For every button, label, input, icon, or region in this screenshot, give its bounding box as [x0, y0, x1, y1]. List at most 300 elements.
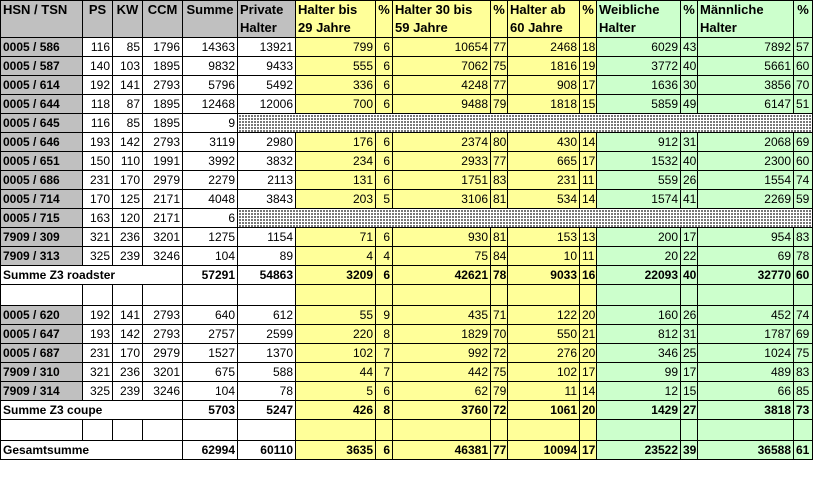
cell-pct-weiblich: 43 — [681, 38, 698, 57]
cell-maennliche: 5661 — [698, 57, 794, 76]
cell-ccm: 3201 — [143, 363, 183, 382]
cell-maennliche: 1787 — [698, 325, 794, 344]
cell-pct-60: 14 — [580, 382, 597, 401]
cell-ccm: 1991 — [143, 152, 183, 171]
cell-summe: 2279 — [183, 171, 238, 190]
spacer-cell — [238, 420, 296, 441]
cell-maennliche: 66 — [698, 382, 794, 401]
cell-halter-29: 336 — [296, 76, 376, 95]
cell-pct-60: 14 — [580, 133, 597, 152]
col-pct-maennlich: % — [794, 1, 813, 38]
spacer-cell — [580, 420, 597, 441]
cell-pct-30-59: 71 — [491, 306, 508, 325]
cell-kw: 110 — [113, 152, 143, 171]
cell-weibliche: 1636 — [597, 76, 681, 95]
cell-pct-weiblich: 40 — [681, 152, 698, 171]
cell-weibliche: 5859 — [597, 95, 681, 114]
cell-private-halter: 1154 — [238, 228, 296, 247]
cell-summe: 5796 — [183, 76, 238, 95]
cell-pct-29: 6 — [376, 228, 393, 247]
cell-halter-60: 1818 — [508, 95, 580, 114]
cell-pct-29: 7 — [376, 344, 393, 363]
cell-halter-60: 11 — [508, 382, 580, 401]
cell-halter-60: 534 — [508, 190, 580, 209]
table-row — [1, 382, 813, 401]
cell-pct-30-59: 77 — [491, 441, 508, 460]
cell-pct-29: 9 — [376, 306, 393, 325]
cell-kw: 236 — [113, 228, 143, 247]
cell-ps: 321 — [83, 228, 113, 247]
col-pct-60: % — [580, 1, 597, 38]
spacer-cell — [1, 420, 83, 441]
cell-halter-30-59: 10654 — [393, 38, 491, 57]
col-pct-weiblich: % — [681, 1, 698, 38]
cell-ps: 170 — [83, 190, 113, 209]
cell-pct-29: 6 — [376, 382, 393, 401]
cell-halter-60: 1816 — [508, 57, 580, 76]
cell-pct-weiblich: 40 — [681, 266, 698, 285]
spacer-cell — [794, 420, 813, 441]
cell-halter-29: 44 — [296, 363, 376, 382]
cell-pct-weiblich: 40 — [681, 57, 698, 76]
cell-pct-weiblich: 26 — [681, 171, 698, 190]
cell-halter-29: 3635 — [296, 441, 376, 460]
row-hsn-tsn: 0005 / 586 — [1, 38, 83, 57]
cell-halter-60: 430 — [508, 133, 580, 152]
cell-pct-29: 6 — [376, 441, 393, 460]
cell-pct-30-59: 77 — [491, 76, 508, 95]
table-body — [1, 38, 813, 460]
cell-pct-30-59: 84 — [491, 247, 508, 266]
cell-no-data — [238, 114, 813, 133]
cell-halter-30-59: 42621 — [393, 266, 491, 285]
cell-summe: 62994 — [183, 441, 238, 460]
cell-halter-60: 153 — [508, 228, 580, 247]
cell-pct-weiblich: 39 — [681, 441, 698, 460]
cell-halter-30-59: 3106 — [393, 190, 491, 209]
cell-summe: 2757 — [183, 325, 238, 344]
col-halter-60: Halter ab 60 Jahre — [508, 1, 580, 38]
cell-halter-60: 122 — [508, 306, 580, 325]
header-row — [1, 1, 813, 38]
cell-pct-weiblich: 17 — [681, 228, 698, 247]
cell-summe: 12468 — [183, 95, 238, 114]
cell-maennliche: 489 — [698, 363, 794, 382]
cell-summe: 675 — [183, 363, 238, 382]
cell-private-halter: 588 — [238, 363, 296, 382]
table-row — [1, 57, 813, 76]
cell-ps: 325 — [83, 247, 113, 266]
cell-halter-30-59: 7062 — [393, 57, 491, 76]
cell-kw: 120 — [113, 209, 143, 228]
cell-halter-29: 71 — [296, 228, 376, 247]
cell-pct-60: 15 — [580, 95, 597, 114]
cell-weibliche: 23522 — [597, 441, 681, 460]
cell-kw: 85 — [113, 38, 143, 57]
cell-weibliche: 160 — [597, 306, 681, 325]
cell-halter-60: 2468 — [508, 38, 580, 57]
table-row — [1, 76, 813, 95]
cell-ps: 192 — [83, 306, 113, 325]
cell-pct-29: 6 — [376, 266, 393, 285]
cell-halter-29: 5 — [296, 382, 376, 401]
cell-halter-60: 665 — [508, 152, 580, 171]
cell-ps: 321 — [83, 363, 113, 382]
cell-maennliche: 1024 — [698, 344, 794, 363]
cell-pct-30-59: 81 — [491, 190, 508, 209]
cell-private-halter: 13921 — [238, 38, 296, 57]
cell-halter-30-59: 435 — [393, 306, 491, 325]
spacer-cell — [143, 285, 183, 306]
cell-halter-30-59: 4248 — [393, 76, 491, 95]
cell-halter-60: 10 — [508, 247, 580, 266]
cell-kw: 239 — [113, 382, 143, 401]
cell-halter-30-59: 1829 — [393, 325, 491, 344]
spacer-cell — [681, 420, 698, 441]
cell-maennliche: 2068 — [698, 133, 794, 152]
cell-halter-29: 55 — [296, 306, 376, 325]
cell-pct-maennlich: 78 — [794, 247, 813, 266]
cell-pct-60: 13 — [580, 228, 597, 247]
cell-private-halter: 1370 — [238, 344, 296, 363]
summary-row — [1, 401, 813, 420]
cell-pct-29: 8 — [376, 401, 393, 420]
col-pct-29: % — [376, 1, 393, 38]
table-row — [1, 209, 813, 228]
spacer-cell — [698, 285, 794, 306]
row-hsn-tsn: 0005 / 647 — [1, 325, 83, 344]
cell-halter-29: 102 — [296, 344, 376, 363]
cell-ccm: 1895 — [143, 95, 183, 114]
cell-halter-29: 3209 — [296, 266, 376, 285]
spacer-cell — [794, 285, 813, 306]
cell-ps: 150 — [83, 152, 113, 171]
cell-private-halter: 2980 — [238, 133, 296, 152]
cell-pct-30-59: 77 — [491, 38, 508, 57]
cell-pct-30-59: 72 — [491, 344, 508, 363]
cell-ps: 325 — [83, 382, 113, 401]
spacer-cell — [143, 420, 183, 441]
cell-ps: 116 — [83, 114, 113, 133]
cell-pct-weiblich: 15 — [681, 382, 698, 401]
cell-pct-30-59: 75 — [491, 57, 508, 76]
row-hsn-tsn: 0005 / 620 — [1, 306, 83, 325]
cell-pct-weiblich: 27 — [681, 401, 698, 420]
cell-weibliche: 1429 — [597, 401, 681, 420]
cell-pct-30-59: 72 — [491, 401, 508, 420]
spacer-cell — [183, 420, 238, 441]
cell-maennliche: 3818 — [698, 401, 794, 420]
spacer-cell — [698, 420, 794, 441]
col-halter-29: Halter bis 29 Jahre — [296, 1, 376, 38]
cell-pct-maennlich: 60 — [794, 57, 813, 76]
cell-kw: 142 — [113, 325, 143, 344]
cell-ps: 193 — [83, 325, 113, 344]
cell-kw: 125 — [113, 190, 143, 209]
cell-halter-29: 203 — [296, 190, 376, 209]
table-row — [1, 247, 813, 266]
row-hsn-tsn: 0005 / 714 — [1, 190, 83, 209]
cell-summe: 1527 — [183, 344, 238, 363]
cell-weibliche: 6029 — [597, 38, 681, 57]
cell-pct-maennlich: 59 — [794, 190, 813, 209]
cell-ccm: 1895 — [143, 114, 183, 133]
cell-kw: 236 — [113, 363, 143, 382]
spacer-cell — [296, 420, 376, 441]
cell-pct-29: 6 — [376, 76, 393, 95]
cell-pct-29: 6 — [376, 152, 393, 171]
cell-pct-maennlich: 83 — [794, 228, 813, 247]
cell-halter-30-59: 46381 — [393, 441, 491, 460]
cell-halter-29: 176 — [296, 133, 376, 152]
cell-ps: 116 — [83, 38, 113, 57]
cell-ccm: 2793 — [143, 306, 183, 325]
cell-halter-30-59: 930 — [393, 228, 491, 247]
cell-ccm: 1895 — [143, 57, 183, 76]
table-row — [1, 114, 813, 133]
cell-pct-weiblich: 31 — [681, 325, 698, 344]
cell-pct-29: 6 — [376, 95, 393, 114]
cell-summe: 1275 — [183, 228, 238, 247]
cell-summe: 104 — [183, 382, 238, 401]
table-row — [1, 152, 813, 171]
cell-ps: 118 — [83, 95, 113, 114]
cell-weibliche: 912 — [597, 133, 681, 152]
cell-summe: 104 — [183, 247, 238, 266]
cell-kw: 103 — [113, 57, 143, 76]
cell-pct-weiblich: 25 — [681, 344, 698, 363]
cell-weibliche: 22093 — [597, 266, 681, 285]
spacer-cell — [1, 285, 83, 306]
cell-halter-60: 276 — [508, 344, 580, 363]
cell-ccm: 3246 — [143, 247, 183, 266]
cell-pct-weiblich: 41 — [681, 190, 698, 209]
cell-pct-60: 20 — [580, 401, 597, 420]
cell-halter-60: 10094 — [508, 441, 580, 460]
cell-pct-30-59: 77 — [491, 152, 508, 171]
spacer-cell — [83, 420, 113, 441]
cell-private-halter: 60110 — [238, 441, 296, 460]
cell-pct-maennlich: 69 — [794, 133, 813, 152]
row-hsn-tsn: 0005 / 646 — [1, 133, 83, 152]
spacer-cell — [113, 420, 143, 441]
cell-halter-30-59: 442 — [393, 363, 491, 382]
cell-pct-60: 20 — [580, 344, 597, 363]
spacer-row — [1, 285, 813, 306]
cell-summe: 3992 — [183, 152, 238, 171]
cell-pct-60: 11 — [580, 247, 597, 266]
table-row — [1, 306, 813, 325]
row-hsn-tsn: 0005 / 614 — [1, 76, 83, 95]
cell-pct-maennlich: 51 — [794, 95, 813, 114]
cell-weibliche: 559 — [597, 171, 681, 190]
cell-halter-60: 1061 — [508, 401, 580, 420]
spacer-cell — [296, 285, 376, 306]
cell-maennliche: 32770 — [698, 266, 794, 285]
cell-ccm: 2793 — [143, 76, 183, 95]
cell-maennliche: 1554 — [698, 171, 794, 190]
cell-maennliche: 6147 — [698, 95, 794, 114]
cell-halter-30-59: 3760 — [393, 401, 491, 420]
cell-kw: 141 — [113, 306, 143, 325]
cell-pct-29: 6 — [376, 38, 393, 57]
cell-halter-29: 799 — [296, 38, 376, 57]
cell-pct-30-59: 78 — [491, 266, 508, 285]
cell-halter-29: 220 — [296, 325, 376, 344]
cell-halter-30-59: 1751 — [393, 171, 491, 190]
cell-kw: 85 — [113, 114, 143, 133]
row-hsn-tsn: 0005 / 587 — [1, 57, 83, 76]
cell-private-halter: 12006 — [238, 95, 296, 114]
table-row — [1, 95, 813, 114]
cell-halter-60: 9033 — [508, 266, 580, 285]
cell-weibliche: 346 — [597, 344, 681, 363]
cell-summe: 4048 — [183, 190, 238, 209]
cell-pct-60: 20 — [580, 306, 597, 325]
cell-kw: 239 — [113, 247, 143, 266]
cell-kw: 87 — [113, 95, 143, 114]
cell-pct-maennlich: 60 — [794, 266, 813, 285]
cell-pct-29: 5 — [376, 190, 393, 209]
cell-maennliche: 2300 — [698, 152, 794, 171]
spacer-cell — [238, 285, 296, 306]
spacer-cell — [681, 285, 698, 306]
cell-private-halter: 5247 — [238, 401, 296, 420]
cell-pct-60: 17 — [580, 441, 597, 460]
cell-maennliche: 36588 — [698, 441, 794, 460]
cell-pct-30-59: 75 — [491, 363, 508, 382]
cell-pct-30-59: 79 — [491, 382, 508, 401]
cell-weibliche: 12 — [597, 382, 681, 401]
cell-pct-weiblich: 30 — [681, 76, 698, 95]
spacer-row — [1, 420, 813, 441]
cell-weibliche: 20 — [597, 247, 681, 266]
row-hsn-tsn: 0005 / 686 — [1, 171, 83, 190]
cell-ccm: 2793 — [143, 133, 183, 152]
col-private-halter: Private Halter — [238, 1, 296, 38]
cell-summe: 640 — [183, 306, 238, 325]
cell-ccm: 3246 — [143, 382, 183, 401]
table-row — [1, 363, 813, 382]
spacer-cell — [508, 285, 580, 306]
cell-ccm: 2979 — [143, 344, 183, 363]
cell-pct-29: 7 — [376, 363, 393, 382]
cell-private-halter: 2599 — [238, 325, 296, 344]
cell-halter-29: 234 — [296, 152, 376, 171]
cell-ccm: 2979 — [143, 171, 183, 190]
cell-pct-maennlich: 85 — [794, 382, 813, 401]
cell-ccm: 1796 — [143, 38, 183, 57]
cell-halter-60: 231 — [508, 171, 580, 190]
cell-pct-maennlich: 69 — [794, 325, 813, 344]
row-hsn-tsn: 7909 / 309 — [1, 228, 83, 247]
cell-halter-30-59: 62 — [393, 382, 491, 401]
spacer-cell — [393, 285, 491, 306]
table-row — [1, 133, 813, 152]
cell-maennliche: 3856 — [698, 76, 794, 95]
cell-pct-60: 17 — [580, 152, 597, 171]
cell-summe: 9832 — [183, 57, 238, 76]
col-pct-30-59: % — [491, 1, 508, 38]
cell-pct-weiblich: 31 — [681, 133, 698, 152]
cell-pct-maennlich: 74 — [794, 171, 813, 190]
table-row — [1, 228, 813, 247]
cell-no-data — [238, 209, 813, 228]
cell-pct-29: 6 — [376, 133, 393, 152]
cell-summe: 9 — [183, 114, 238, 133]
cell-ccm: 2793 — [143, 325, 183, 344]
cell-halter-30-59: 2933 — [393, 152, 491, 171]
cell-pct-30-59: 81 — [491, 228, 508, 247]
table-row — [1, 38, 813, 57]
cell-ps: 140 — [83, 57, 113, 76]
cell-ps: 193 — [83, 133, 113, 152]
cell-pct-weiblich: 17 — [681, 363, 698, 382]
cell-pct-maennlich: 57 — [794, 38, 813, 57]
cell-private-halter: 54863 — [238, 266, 296, 285]
spacer-cell — [597, 420, 681, 441]
cell-pct-60: 11 — [580, 171, 597, 190]
cell-pct-60: 18 — [580, 38, 597, 57]
row-hsn-tsn: 0005 / 651 — [1, 152, 83, 171]
cell-pct-60: 19 — [580, 57, 597, 76]
row-hsn-tsn: 0005 / 687 — [1, 344, 83, 363]
cell-weibliche: 200 — [597, 228, 681, 247]
cell-summe: 3119 — [183, 133, 238, 152]
cell-pct-30-59: 83 — [491, 171, 508, 190]
cell-private-halter: 9433 — [238, 57, 296, 76]
row-hsn-tsn: 7909 / 310 — [1, 363, 83, 382]
cell-pct-maennlich: 73 — [794, 401, 813, 420]
cell-summe: 14363 — [183, 38, 238, 57]
cell-pct-maennlich: 61 — [794, 441, 813, 460]
cell-ccm: 2171 — [143, 209, 183, 228]
summary-label: Gesamtsumme — [1, 441, 183, 460]
cell-pct-30-59: 70 — [491, 325, 508, 344]
cell-halter-30-59: 992 — [393, 344, 491, 363]
cell-kw: 170 — [113, 344, 143, 363]
cell-weibliche: 3772 — [597, 57, 681, 76]
cell-private-halter: 78 — [238, 382, 296, 401]
cell-halter-29: 4 — [296, 247, 376, 266]
spacer-cell — [491, 420, 508, 441]
cell-pct-30-59: 79 — [491, 95, 508, 114]
cell-pct-maennlich: 75 — [794, 344, 813, 363]
cell-pct-60: 17 — [580, 363, 597, 382]
table-row — [1, 325, 813, 344]
cell-pct-60: 14 — [580, 190, 597, 209]
cell-maennliche: 954 — [698, 228, 794, 247]
cell-private-halter: 3832 — [238, 152, 296, 171]
spacer-cell — [393, 420, 491, 441]
cell-kw: 141 — [113, 76, 143, 95]
col-halter-30-59: Halter 30 bis 59 Jahre — [393, 1, 491, 38]
cell-halter-60: 908 — [508, 76, 580, 95]
cell-weibliche: 99 — [597, 363, 681, 382]
cell-halter-30-59: 9488 — [393, 95, 491, 114]
cell-maennliche: 452 — [698, 306, 794, 325]
col-weibliche: Weibliche Halter — [597, 1, 681, 38]
row-hsn-tsn: 0005 / 645 — [1, 114, 83, 133]
cell-pct-30-59: 80 — [491, 133, 508, 152]
cell-pct-maennlich: 70 — [794, 76, 813, 95]
cell-ccm: 2171 — [143, 190, 183, 209]
cell-summe: 5703 — [183, 401, 238, 420]
col-summe: Summe — [183, 1, 238, 38]
spacer-cell — [83, 285, 113, 306]
cell-ps: 231 — [83, 171, 113, 190]
cell-maennliche: 2269 — [698, 190, 794, 209]
